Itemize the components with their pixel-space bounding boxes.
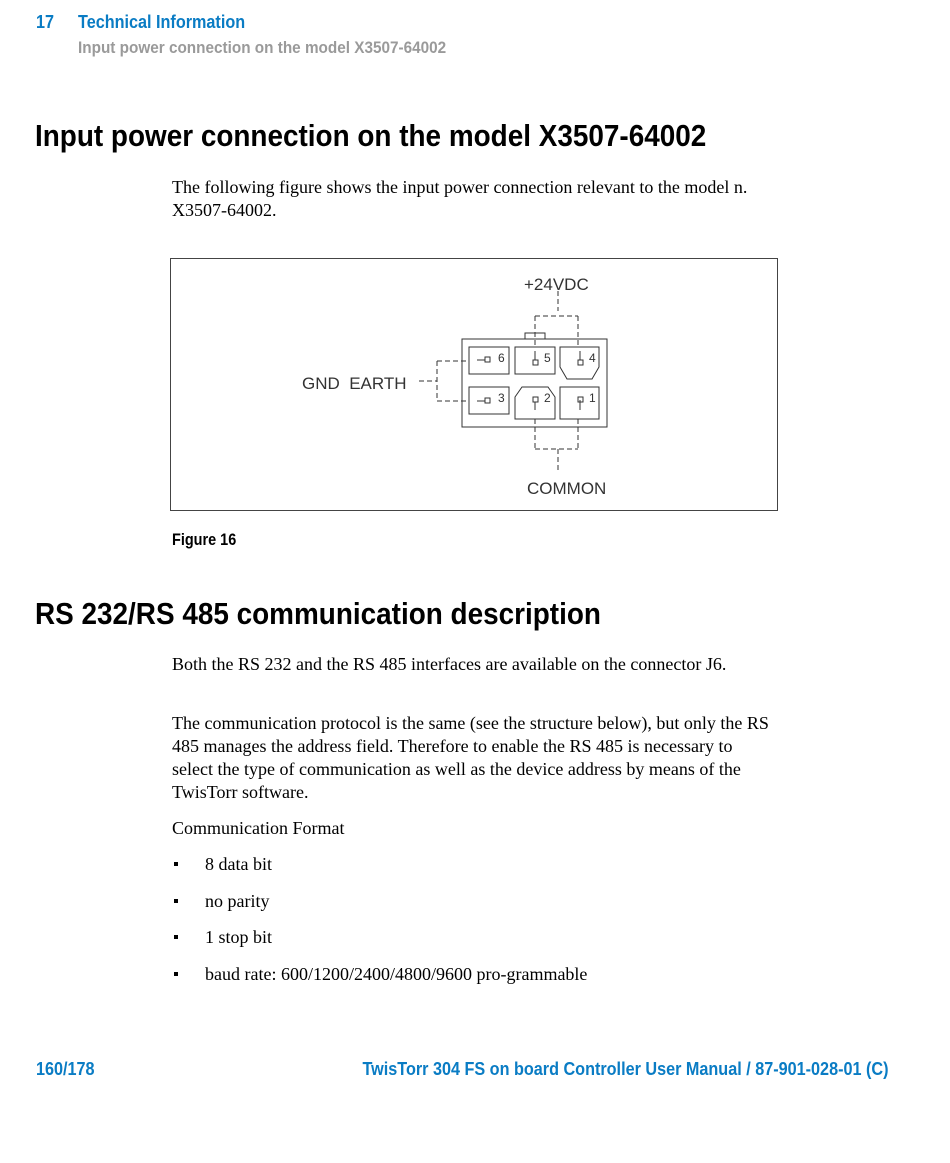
section2-paragraph1: Both the RS 232 and the RS 485 interfaces are available on the connector J6. (172, 654, 727, 674)
bullet-marker (174, 972, 178, 976)
pin-label-5: 5 (544, 351, 551, 365)
chapter-number: 17 (36, 12, 55, 32)
section2-paragraph2: The communication protocol is the same (see the structure below), but only the RS 485 manages the address field. Therefore to enable the RS 485 is necessary to select the type of communication as well as the device address by means of the TwisTorr software. (172, 713, 769, 802)
label-common: COMMON (527, 479, 607, 498)
section-subtitle: Input power connection on the model X3507-64002 (78, 38, 447, 57)
list-item (172, 962, 587, 999)
list-item-text: no parity (205, 890, 270, 911)
connector-figure (170, 258, 778, 511)
list-item (172, 852, 587, 889)
list-item-text: baud rate: 600/1200/2400/4800/9600 pro-grammable (205, 963, 588, 984)
page-number: 160/178 (36, 1059, 95, 1079)
figure-caption: Figure 16 (172, 530, 237, 549)
section1-paragraph: The following figure shows the input power connection relevant to the model n. X3507-64002. (172, 177, 748, 220)
section-heading-input-power: Input power connection on the model X3507-64002 (35, 118, 707, 153)
bullet-marker (174, 899, 178, 903)
pin-label-3: 3 (498, 391, 505, 405)
pin-label-4: 4 (589, 351, 596, 365)
list-item (172, 889, 587, 926)
label-24vdc: +24VDC (524, 275, 589, 294)
communication-format-list (172, 852, 587, 998)
chapter-title: Technical Information (78, 12, 246, 32)
communication-format-label: Communication Format (172, 818, 345, 838)
list-item-text: 8 data bit (205, 854, 272, 874)
bullet-marker (174, 862, 178, 866)
bullet-marker (174, 935, 178, 939)
pin-label-1: 1 (589, 391, 596, 405)
list-item (172, 925, 587, 962)
list-item-text: 1 stop bit (205, 927, 273, 947)
manual-title: TwisTorr 304 FS on board Controller User Manual / 87-901-028-01 (C) (361, 1059, 888, 1079)
connector-diagram (171, 259, 777, 510)
label-gnd-earth: GND EARTH (302, 374, 407, 393)
pin-label-2: 2 (544, 391, 551, 405)
section-heading-rs232-rs485: RS 232/RS 485 communication description (35, 596, 601, 631)
pin-label-6: 6 (498, 351, 505, 365)
